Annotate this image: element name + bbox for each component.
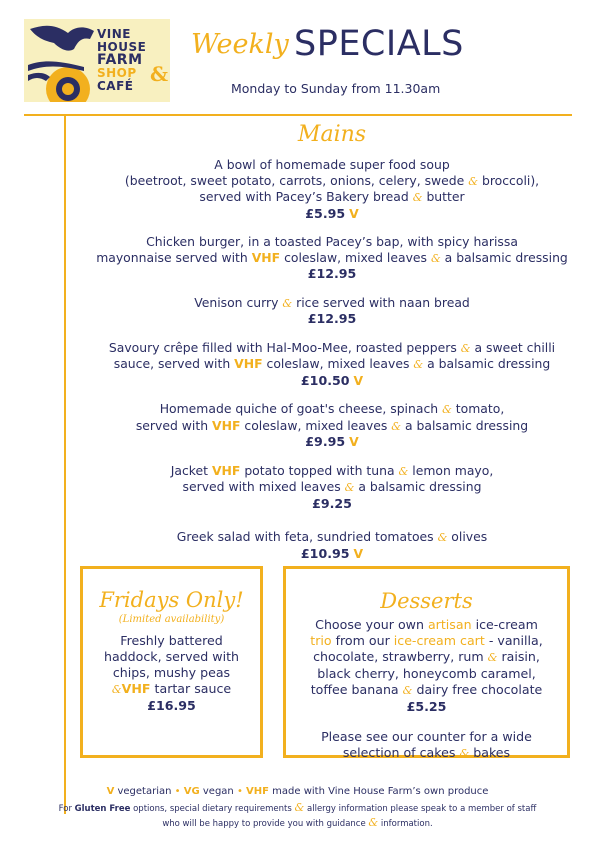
dish-jacket-line1: Jacket VHF potato topped with tuna & lemon mayo, [170, 462, 494, 478]
dish-burger-line2: mayonnaise served with VHF coleslaw, mixed leaves & a balsamic dressing [96, 249, 568, 265]
desserts-note-line2: selection of cakes & bakes [342, 745, 511, 760]
dish-curry [66, 295, 595, 327]
desserts-line5: toffee banana & dairy free chocolate [310, 682, 543, 697]
desserts-line3: chocolate, strawberry, rum & raisin, [313, 649, 540, 664]
dish-soup-line2: (beetroot, sweet potato, carrots, onions, celery, swede & broccoli), [124, 172, 540, 188]
dish-crepe-price: £10.50 V [300, 372, 364, 388]
dish-burger-price: £12.95 [307, 266, 357, 281]
legend-vhf: VHF [246, 786, 269, 797]
dish-soup-line1: A bowl of homemade super food soup [214, 157, 450, 172]
desserts-box [283, 566, 570, 758]
dish-salad [66, 529, 595, 561]
mains-list [66, 157, 595, 574]
desserts-description [286, 617, 567, 715]
logo-cafe: CAFÉ [97, 79, 134, 93]
legend-vg: VG [183, 786, 200, 797]
dish-quiche [66, 401, 595, 450]
desserts-price: £5.25 [406, 699, 447, 714]
dish-quiche-line1: Homemade quiche of goat's cheese, spinach & tomato, [159, 401, 505, 416]
desserts-heading: Desserts [380, 589, 473, 613]
desserts-line2: trio from our ice-cream cart - vanilla, [310, 633, 543, 648]
legend-dot-2: • [236, 786, 243, 797]
dish-burger [66, 234, 595, 282]
fridays-line2: haddock, served with [103, 649, 240, 664]
desserts-line4: black cherry, honeycomb caramel, [317, 666, 536, 681]
title-weekly: Weekly [191, 29, 289, 60]
fridays-price: £16.95 [147, 698, 196, 713]
logo-shop: SHOP [97, 66, 137, 80]
dish-salad-price: £10.95 V [300, 545, 364, 561]
legend-v: V [106, 786, 115, 797]
footnote-line1: For Gluten Free options, special dietary requirements & allergy information please speak to a member of staff [58, 801, 537, 814]
desserts-note-line1: Please see our counter for a wide [321, 729, 532, 744]
dish-quiche-line2: served with VHF coleslaw, mixed leaves & a balsamic dressing [135, 417, 529, 433]
fridays-availability: (Limited availability) [118, 614, 225, 625]
dish-curry-price: £12.95 [307, 311, 357, 326]
opening-times: Monday to Sunday from 11.30am [231, 81, 441, 96]
header-divider [24, 114, 572, 116]
title-specials: SPECIALS [294, 24, 464, 64]
dish-jacket-price: £9.25 [312, 495, 352, 511]
dish-crepe-line1: Savoury crêpe filled with Hal-Moo-Mee, roasted peppers & a sweet chilli [108, 339, 556, 355]
fridays-description [83, 633, 260, 714]
logo-house: HOUSE [97, 40, 147, 54]
legend-dot-1: • [174, 786, 181, 797]
fridays-heading: Fridays Only! [99, 588, 244, 612]
fridays-box [80, 566, 263, 758]
dish-burger-line1: Chicken burger, in a toasted Pacey’s bap, with spicy harissa [146, 234, 518, 249]
logo [24, 19, 170, 102]
fridays-line4: &VHF tartar sauce [111, 681, 232, 696]
dish-salad-line1: Greek salad with feta, sundried tomatoes & olives [176, 529, 488, 544]
fridays-line1: Freshly battered [120, 633, 223, 648]
desserts-note [286, 729, 567, 762]
mains-heading: Mains [297, 122, 367, 147]
logo-vine: VINE [97, 27, 131, 41]
allergy-footnote [0, 801, 595, 831]
logo-ampersand: & [150, 62, 169, 86]
logo-farm: FARM [97, 52, 143, 68]
dish-crepe-line2: sauce, served with VHF coleslaw, mixed leaves & a balsamic dressing [113, 356, 551, 371]
dish-crepe [66, 340, 595, 389]
dietary-legend: V vegetarian • VG vegan • VHF made with Vine House Farm’s own produce [106, 786, 489, 797]
dish-soup-price: £5.95 V [305, 205, 359, 221]
dish-soup [66, 157, 595, 221]
fridays-line3: chips, mushy peas [112, 665, 231, 680]
footnote-line2: who will be happy to provide you with guidance & information. [162, 816, 433, 829]
desserts-line1: Choose your own artisan ice-cream [315, 617, 538, 632]
dish-soup-line3: served with Pacey’s Bakery bread & butter [199, 189, 465, 204]
dish-quiche-price: £9.95 V [305, 434, 359, 449]
dish-curry-line1: Venison curry & rice served with naan bread [194, 294, 470, 310]
dish-jacket-line2: served with mixed leaves & a balsamic dressing [182, 479, 482, 494]
dish-jacket [66, 463, 595, 512]
